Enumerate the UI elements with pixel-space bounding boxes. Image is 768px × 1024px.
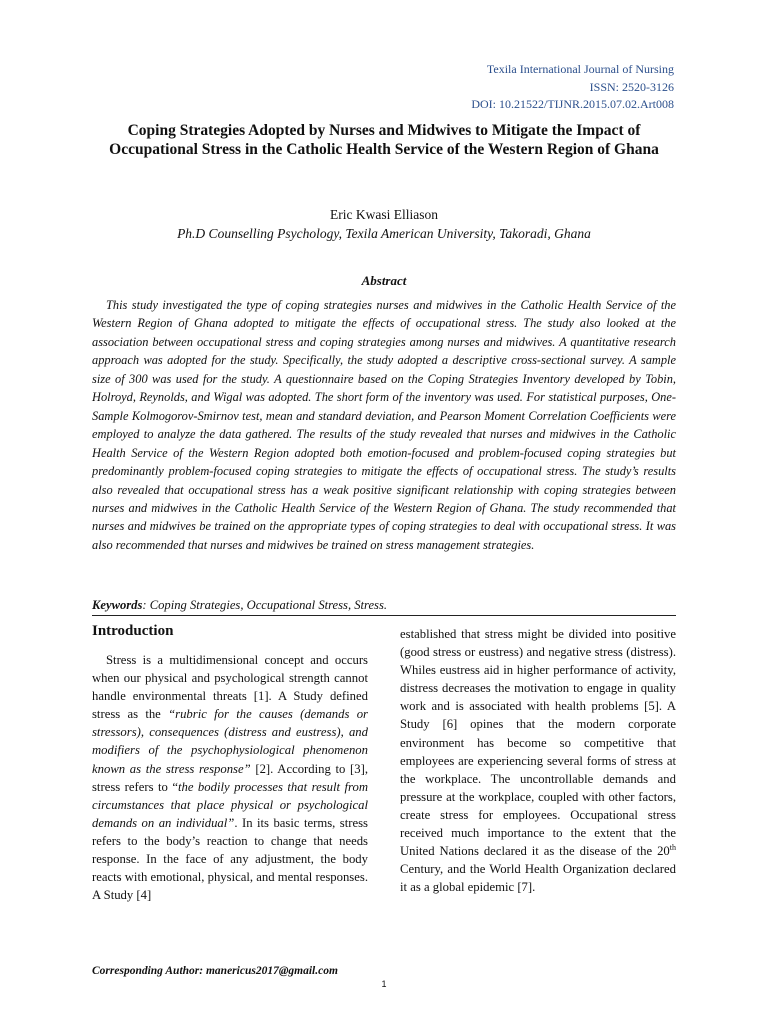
keywords-label: Keywords xyxy=(92,598,143,612)
author-name: Eric Kwasi Elliason xyxy=(330,207,438,222)
intro-left-text-2: [2]. According to [3], stress refers to “ xyxy=(92,761,368,794)
section-divider xyxy=(92,615,676,616)
corresponding-author: Corresponding Author: manericus2017@gmail.com xyxy=(92,965,338,977)
keywords-line xyxy=(92,598,387,613)
keywords-text: : Coping Strategies, Occupational Stress, Stress. xyxy=(142,598,388,612)
intro-left-quote-1: “rubric for the causes (demands or stressors), consequences (distress and eustress), and modifiers of the psychophysiological phenomenon known as the stress response” xyxy=(92,707,368,776)
page-number: 1 xyxy=(381,979,387,989)
intro-right-text-2: Century, and the World Health Organization declared it as a global epidemic [7]. xyxy=(400,862,676,895)
journal-doi: DOI: 10.21522/TIJNR.2015.07.02.Art008 xyxy=(471,97,674,111)
introduction-left-column xyxy=(92,651,368,904)
intro-left-text-3: . In its basic terms, stress refers to the body’s reaction to change that needs response. In the face of any adjustment, the body reacts with emotional, physical, and mental responses. A Study [4] xyxy=(92,815,368,903)
intro-left-text-1: Stress is a multidimensional concept and occurs when our physical and psychological strength cannot handle environmental threats [1]. A Study defined stress as the xyxy=(92,653,368,722)
introduction-heading: Introduction xyxy=(92,623,174,639)
journal-issn: ISSN: 2520-3126 xyxy=(589,79,674,94)
paper-title: Coping Strategies Adopted by Nurses and Midwives to Mitigate the Impact of Occupational Stress in the Catholic Health Service of the Western Region of Ghana xyxy=(109,122,659,158)
intro-left-quote-2: the bodily processes that result from circumstances that place physical or psychological demands on an individual” xyxy=(92,779,368,830)
abstract-text: This study investigated the type of coping strategies nurses and midwives in the Catholic Health Service of the Western Region of Ghana adopted to mitigate the effects of occupational stress. The study also looked at the association between occupational stress and coping strategies among nurses and midwives. A quantitative research approach was adopted for the study. Specifically, the study adopted a descriptive cross-sectional survey. A sample size of 300 was used for the study. A questionnaire based on the Coping Strategies Inventory developed by Tobin, Holroyd, Reynolds, and Wigal was adopted. The short form of the inventory was used. For statistical purposes, One-Sample Kolmogorov-Smirnov test, mean and standard deviation, and Pearson Moment Correlation Coefficients were employed to analyze the data gathered. The results of the study revealed that nurses and midwives in the Catholic Health Service of the Western Region adopted both emotion-focused and problem-focused coping strategies but predominantly problem-focused coping strategies to mitigate the effects of occupational stress. The study’s results also revealed that occupational stress has a weak positive significant relationship with coping strategies between nurses and midwives in the Catholic Health Service of the Western Region of Ghana. The study recommended that nurses and midwives be trained on the appropriate types of coping strategies to deal with occupational stress. It was also recommended that nurses and midwives be trained on stress management strategies. xyxy=(92,298,676,552)
author-affiliation: Ph.D Counselling Psychology, Texila American University, Takoradi, Ghana xyxy=(177,226,591,241)
journal-header xyxy=(471,61,674,114)
abstract-heading: Abstract xyxy=(361,273,407,288)
intro-right-text-1: established that stress might be divided into positive (good stress or eustress) and negative stress (distress). Whiles eustress aid in higher performance of activity, distress decreases the motivation to engage in quality work and is associated with health problems [5]. A Study [6] opines that the modern corporate environment has become so competitive that employees are experiencing several forms of stress at the workplace. The uncontrollable demands and pressure at the workplace, coupled with other factors, create stress for employees. Occupational stress received much importance to the extent that the United Nations declared it as the disease of the 20 xyxy=(400,627,676,859)
superscript-th: th xyxy=(669,842,676,852)
journal-name: Texila International Journal of Nursing xyxy=(486,62,674,76)
introduction-right-column xyxy=(400,625,676,896)
